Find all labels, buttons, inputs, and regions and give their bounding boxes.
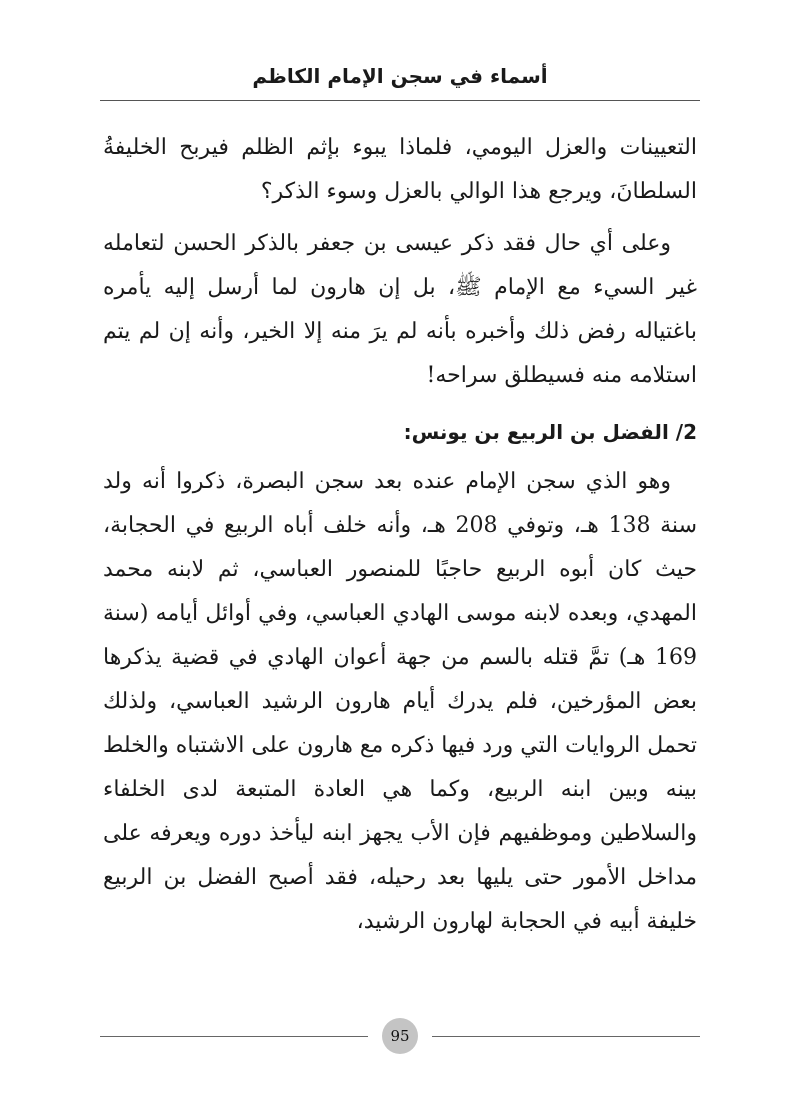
page-body xyxy=(103,126,697,944)
paragraph-1: التعيينات والعزل اليومي، فلماذا يبوء بإثم الظلم فيربح الخليفةُ السلطانَ، ويرجع هذا الوالي بالعزل وسوء الذكر؟ xyxy=(103,135,697,204)
section-heading: 2/ الفضل بن الربيع بن يونس: xyxy=(403,420,697,444)
paragraph-3: وهو الذي سجن الإمام عنده بعد سجن البصرة، ذكروا أنه ولد سنة 138 هـ، وتوفي 208 هـ، وأنه خلف أباه الربيع في الحجابة، حيث كان أبوه الربيع حاجبًا للمنصور العباسي، ثم لابنه محمد المهدي، وبعده لابنه موسى الهادي العباسي، وفي أوائل أيامه (سنة 169 هـ) تمَّ قتله بالسم من جهة أعوان الهادي في قضية يذكرها بعض المؤرخين، فلم يدرك أيام هارون الرشيد العباسي، ولذلك تحمل الروايات التي ورد فيها ذكره مع هارون على الاشتباه والخلط بينه وبين ابنه الربيع، وكما هي العادة المتبعة لدى الخلفاء والسلاطين وموظفيهم فإن الأب يجهز ابنه ليأخذ دوره ويعرفه على مداخل الأمور حتى يليها بعد رحيله، فقد أصبح الفضل بن الربيع خليفة أبيه في الحجابة لهارون الرشيد، xyxy=(103,469,698,934)
page-number-badge: 95 xyxy=(382,1018,418,1054)
paragraph-2: وعلى أي حال فقد ذكر عيسى بن جعفر بالذكر الحسن لتعامله غير السيء مع الإمام ﷺ، بل إن هارون لما أرسل إليه يأمره باغتياله رفض ذلك وأخبره بأنه لم يرَ منه إلا الخير، وأنه إن لم يتم استلامه منه فسيطلق سراحه! xyxy=(103,231,697,388)
page-footer xyxy=(100,1016,700,1056)
header-divider xyxy=(100,100,700,101)
running-header-title: أسماء في سجن الإمام الكاظم xyxy=(252,64,548,88)
footer-divider-right xyxy=(432,1036,700,1037)
footer-divider-left xyxy=(100,1036,368,1037)
